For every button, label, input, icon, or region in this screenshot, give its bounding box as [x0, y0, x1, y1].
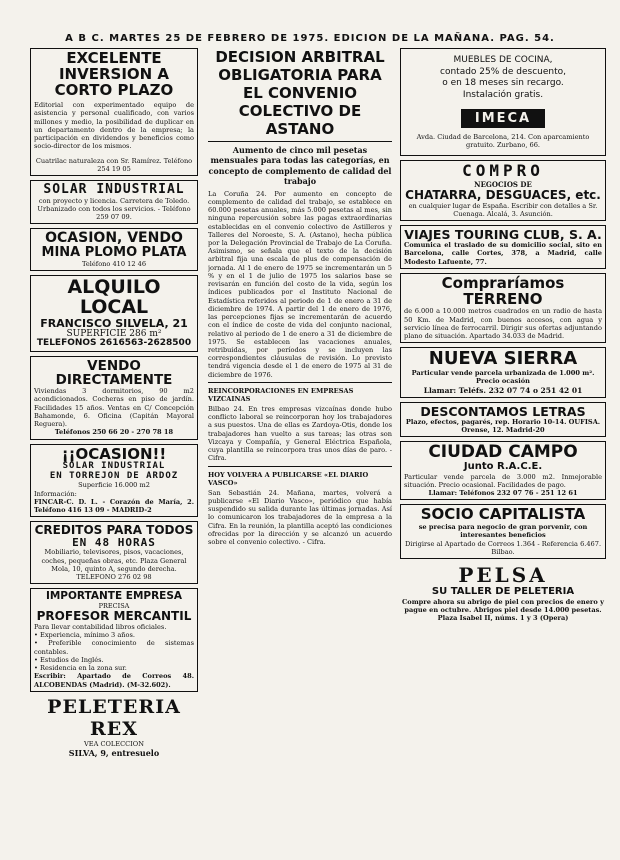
page-header: A B C. MARTES 25 DE FEBRERO DE 1975. EDICION DE LA MAÑANA. PAG. 54.	[65, 33, 555, 44]
ad-sub: NEGOCIOS DE	[474, 180, 532, 190]
ad-item: • Residencia en la zona sur.	[34, 664, 127, 673]
ad-phones: Llamar: Teléfonos 232 07 76 - 251 12 61	[428, 489, 578, 498]
ad-body: con proyecto y licencia. Carretera de Toledo. Urbanizado con todos los servicios. - Teléfono 259 07 09.	[37, 196, 191, 222]
divider	[208, 141, 392, 142]
article-body: San Sebastián 24. Mañana, martes, volverá a publicarse «El Diario Vasco», periódico que había suspendido su salida durante las últimas jornadas. Así lo comunicaron los trabajadores de la empresa a la Cifra. En la reunión, la plantilla aceptó las condiciones ofrecidas por la dirección y se alcanzó un acuerdo sobre el convenio colectivo. - Cifra.	[208, 488, 392, 546]
ad-title: PELETERIA REX	[47, 695, 181, 740]
ad-line-1: SOLAR INDUSTRIAL	[62, 461, 166, 472]
ad-item: • Preferible conocimiento de sistemas contables.	[34, 639, 194, 656]
ad-body: Comunica el traslado de su domicilio social, sito en Barcelona, calle Cortes, 378, a Madrid, calle Modesto Lafuente, 77.	[404, 241, 602, 266]
ad-surface: SUPERFICIE 286 m²	[66, 329, 162, 340]
logo-text: IMECA	[461, 109, 545, 128]
ad-title: CIUDAD CAMPO	[428, 442, 578, 463]
ad-role: PROFESOR MERCANTIL	[36, 609, 192, 624]
divider	[208, 466, 392, 467]
article-subhead: HOY VOLVERA A PUBLICARSE «EL DIARIO VASCO»	[208, 470, 369, 487]
ad-ciudad-campo	[400, 441, 606, 500]
ad-terreno	[400, 273, 606, 343]
ad-body: de 6.000 a 10.000 metros cuadrados en un radio de hasta 50 Km. de Madrid, con buenos accesos, con agua y servicio línea de ferrocarril. Dirigir sus ofertas adjuntando plano de situación. Apartado 34.033 de Madrid.	[404, 307, 602, 341]
ad-socio-capitalista	[400, 504, 606, 559]
ad-item-text: Preferible conocimiento de sistemas contables.	[34, 639, 194, 656]
article-lead: Aumento de cinco mil pesetas mensuales para todas las categorías, en concepto de complemento de calidad del trabajo	[208, 145, 392, 187]
ad-ocasion-solar	[30, 444, 198, 518]
ad-title: COMPRO	[462, 161, 544, 181]
ad-title: EXCELENTE INVERSION A CORTO PLAZO	[54, 49, 174, 99]
ad-compro	[400, 160, 606, 221]
brand-logo	[409, 107, 597, 128]
ad-body: Viviendas 3 dormitorios, 90 m2 acondicionados. Cocheras en piso de jardín. Facilidades 15 años. Ventas en C/ Concepción Bahamonde, 6. Oficina (Capitán Mayoral Reguera).	[34, 387, 194, 429]
ad-address: Avda. Ciudad de Barcelona, 214. Con aparcamiento gratuito. Zurbano, 66.	[416, 132, 590, 149]
ad-body: Compre ahora su abrigo de piel con precios de enero y pague en octubre. Abrigos piel desde 14.000 pesetas. Plaza Isabel II, núms. 1 y 3 (Opera)	[402, 597, 604, 622]
article-headline: DECISION ARBITRAL OBLIGATORIA PARA EL CONVENIO COLECTIVO DE ASTANO	[215, 48, 385, 138]
ad-main: CHATARRA, DESGUACES, etc.	[405, 188, 601, 203]
ad-precisa: PRECISA	[98, 602, 130, 611]
ad-phones: TELEFONOS 2616563-2628500	[36, 338, 192, 349]
article-body: Bilbao 24. En tres empresas vizcaínas donde hubo conflicto laboral se reincorporan hoy los trabajadores a sus puestos. Una de ellas es Zardoya-Otis, donde los trabajadores han vuelto a sus tareas; las otras son Vizcaya y Compañía, y General Eléctrica Española, cuya plantilla se reincorpora tras unos días de paro. - Cifra.	[208, 404, 392, 463]
ad-title-2: MINA PLOMO PLATA	[41, 245, 187, 261]
ad-body: Mobiliario, televisores, pisos, vacaciones, coches, pequeñas obras, etc. Plaza General Mola, 10, quinto A, segundo derecha.	[41, 548, 187, 573]
ad-muebles-cocina	[400, 48, 606, 156]
ad-pelsa	[400, 563, 606, 622]
ad-title-1: OCASION, VENDO	[45, 230, 183, 247]
ad-creditos	[30, 521, 198, 584]
ad-contact: Cuatrilac naturaleza con Sr. Ramírez. Teléfono 254 19 05	[35, 156, 193, 173]
ad-title: IMPORTANTE EMPRESA	[45, 590, 183, 603]
ad-line-4: Instalación gratis.	[462, 90, 544, 101]
ad-title: SOLAR INDUSTRIAL	[43, 182, 185, 198]
ad-solar-industrial	[30, 180, 198, 224]
ad-title: PELSA	[458, 563, 548, 588]
ad-title: NUEVA SIERRA	[428, 348, 578, 370]
ad-title: DESCONTAMOS LETRAS	[420, 403, 586, 419]
ad-item-text: Estudios de Inglés.	[40, 655, 104, 664]
ad-phone: TELEFONO 276 02 98	[76, 573, 152, 582]
ad-line-1: MUEBLES DE COCINA,	[453, 55, 553, 65]
ad-contact: FINCAR-C. D. L. - Corazón de María, 2. Teléfono 416 13 09 - MADRID-2	[34, 497, 194, 514]
right-column	[400, 48, 606, 856]
ad-title: ALQUILO LOCAL	[67, 276, 161, 318]
ad-vendo-directamente	[30, 356, 198, 440]
ad-sub: VEA COLECCION	[84, 739, 144, 748]
ad-intro: Para llevar contabilidad libros oficiales.	[34, 622, 167, 631]
article-body: La Coruña 24. Por aumento en concepto de complemento de calidad del trabajo, se establece en 60.000 pesetas anuales, más 5.000 pesetas al mes, sin ninguna repercusión sobre las pagas extraordinarias establecidas en el convenio colectivo de Astilleros y Talleres del Noroeste, S. A. (Astano), hecha pública por la Delegación Provincial de Trabajo de La Coruña. Asimismo, se señala que el texto de la decisión arbitral fija una escala de plus de compensación de jornada. Al 1 de enero de 1975 se incrementarán un 5 % y en el 1 de julio de 1975 los salarios base se revisarán en función del costo de la vida, según los índices publicados por el Instituto Nacional de Estadística referidos al periodo de 1 de enero a 31 de diciembre de 1974. A partir del 1 de enero de 1976, las percepciones fijas se incrementarán de acuerdo con el índice de coste de vida del conjunto nacional, relativo al periodo de 1 de enero a 31 de diciembre de 1975. Se establecen las vacaciones anuales, retribuidas, por períodos y se incluyen las correspondientes cláusulas de revisión. Lo previsto tendrá vigencia desde el 1 de enero de 1975 al 31 de diciembre de 1976.	[208, 189, 392, 379]
ad-body: se precisa para negocio de gran porvenir, con interesantes beneficios	[418, 523, 588, 540]
ad-surface: Superficie 16.000 m2	[78, 481, 150, 490]
ad-inversion	[30, 48, 198, 176]
ad-peleteria-rex	[30, 696, 198, 758]
ad-info: Información:	[34, 489, 77, 498]
ad-title: VIAJES TOURING CLUB, S. A.	[404, 227, 602, 243]
divider	[208, 382, 392, 383]
ad-body: Particular vende parcela urbanizada de 1.000 m². Precio ocasión	[411, 369, 595, 386]
ad-title-2: EN 48 HORAS	[72, 535, 156, 549]
ad-line-3: o en 18 meses sin recargo.	[442, 78, 564, 89]
ad-body: Editorial con experimentado equipo de asistencia y personal cualificado, con varios millones y medio, la posibilidad de duplicar en un departamento dentro de la empresa; la participación en dividendos y beneficios como socio-director de los mismos.	[34, 101, 194, 151]
ad-contact: Escribir: Apartado de Correos 48. ALCOBENDAS (Madrid). (M-32.602).	[34, 672, 194, 689]
ad-alquilo-local	[30, 275, 198, 352]
ad-line-2: contado 25% de descuento,	[440, 66, 566, 77]
ad-title: Compraríamos TERRENO	[441, 273, 565, 308]
ad-body: Plazo, efectos, pagarés, rep. Horario 10-14. OUFISA. Orense, 12. Madrid-20	[405, 417, 601, 435]
ad-profesor-mercantil	[30, 588, 198, 691]
ad-street: FRANCISCO SILVELA, 21	[40, 316, 188, 330]
article-subhead: REINCORPORACIONES EN EMPRESAS VIZCAINAS	[208, 386, 354, 403]
ad-item: • Estudios de Inglés.	[34, 655, 104, 664]
ad-item: • Experiencia, mínimo 3 años.	[34, 631, 135, 640]
ad-nueva-sierra	[400, 347, 606, 397]
ad-sub: SU TALLER DE PELETERIA	[431, 586, 575, 598]
ad-item-text: Residencia en la zona sur.	[40, 664, 127, 673]
ad-address: SILVA, 9, entresuelo	[68, 748, 160, 758]
ad-title: SOCIO CAPITALISTA	[420, 505, 586, 524]
ad-phone: Teléfono 410 12 46	[81, 259, 147, 268]
ad-body: en cualquier lugar de España. Escribir con detalles a Sr. Cuenaga. Alcalá, 3. Asunción.	[408, 201, 598, 218]
ad-sub: Junto R.A.C.E.	[463, 461, 543, 473]
article-column	[208, 48, 392, 856]
ad-title: VENDO DIRECTAMENTE	[55, 357, 173, 389]
ad-phones: Llamar: Teléfs. 232 07 74 o 251 42 01	[423, 385, 583, 395]
ad-item-text: Experiencia, mínimo 3 años.	[40, 631, 135, 640]
ad-title-1: CREDITOS PARA TODOS	[34, 523, 194, 538]
ad-mina	[30, 228, 198, 271]
ad-contact: Dirigirse al Apartado de Correos 1.364 - Referencia 6.467. Bilbao.	[404, 539, 602, 556]
ad-line-2: EN TORREJON DE ARDOZ	[49, 470, 179, 481]
left-column	[30, 48, 198, 856]
ad-descontamos-letras	[400, 402, 606, 438]
ad-phone: Teléfonos 250 66 20 - 270 78 18	[54, 428, 174, 437]
ad-body: Particular vende parcela de 3.000 m2. Inmejorable situación. Precio ocasional. Facilidades de pago.	[404, 472, 602, 489]
ad-title: ¡¡OCASION!!	[61, 444, 167, 463]
ad-viajes-touring	[400, 225, 606, 269]
